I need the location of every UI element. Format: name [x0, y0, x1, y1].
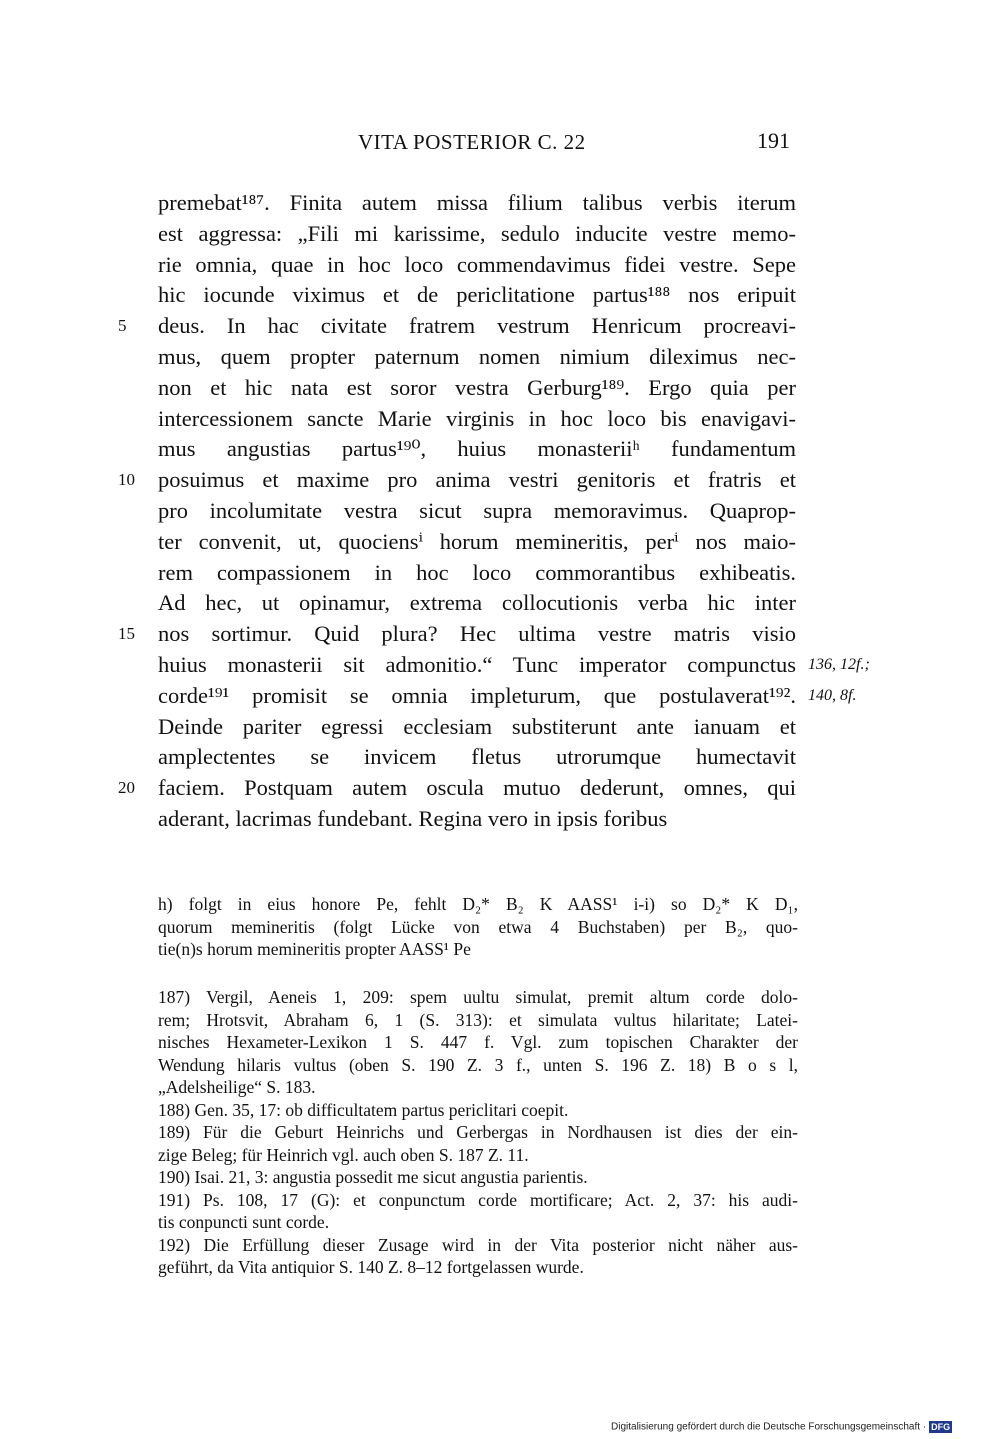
line-number: 10	[118, 470, 135, 490]
line-text: rie omnia, quae in hoc loco commendavimus fidei vestre. Sepe	[158, 251, 796, 277]
line-text: faciem. Postquam autem oscula mutuo dederunt, omnes, qui	[158, 775, 796, 801]
text-line	[158, 342, 796, 373]
running-head: VITA POSTERIOR C. 22	[358, 130, 586, 154]
line-text: nos sortimur. Quid plura? Hec ultima vestre matris visio	[158, 621, 796, 647]
text-line	[158, 219, 796, 250]
text-line	[158, 712, 796, 743]
text-line	[158, 404, 796, 435]
text-line	[158, 558, 796, 589]
line-text: deus. In hac civitate fratrem vestrum Henricum procreavi-	[158, 313, 796, 339]
line-number: 15	[118, 624, 135, 644]
line-text: est aggressa: „Fili mi karissime, sedulo inducite vestre memo-	[158, 220, 796, 246]
line-text: Deinde pariter egressi ecclesiam substiterunt ante ianuam et	[158, 713, 796, 739]
footnote-line: tis conpuncti sunt corde.	[158, 1212, 330, 1232]
line-number: 5	[118, 316, 127, 336]
text-line	[158, 527, 796, 558]
footnote-line: 187) Vergil, Aeneis 1, 209: spem uultu simulat, premit altum corde dolo-	[158, 987, 798, 1007]
line-text: Ad hec, ut opinamur, extrema collocutionis verba hic inter	[158, 590, 796, 616]
text-line	[158, 804, 796, 835]
footnote-line: 192) Die Erfüllung dieser Zusage wird in der Vita posterior nicht näher aus-	[158, 1234, 798, 1255]
text-line	[118, 619, 796, 650]
line-text: corde¹⁹¹ promisit se omnia impleturum, que postulaverat¹⁹².	[158, 682, 796, 708]
variant-note-line: tie(n)s horum memineritis propter AASS¹ Pe	[158, 939, 471, 959]
main-text	[118, 188, 870, 835]
footnote-line: zige Beleg; für Heinrich vgl. auch oben S. 187 Z. 11.	[158, 1144, 529, 1165]
text-line	[158, 280, 796, 311]
line-text: mus angustias partus¹⁹⁰, huius monasteriiʰ fundamentum	[158, 436, 796, 462]
footnotes	[158, 986, 798, 1279]
dfg-footer	[611, 1421, 952, 1433]
line-text: huius monasterii sit admonitio.“ Tunc imperator compunctus	[158, 651, 796, 677]
page-number: 191	[757, 128, 790, 153]
text-line	[158, 650, 870, 681]
footnote-line: 189) Für die Geburt Heinrichs und Gerbergas in Nordhausen ist dies der ein-	[158, 1122, 798, 1142]
text-line	[158, 188, 796, 219]
line-text: intercessionem sancte Marie virginis in hoc loco bis enavigavi-	[158, 405, 796, 431]
text-line	[158, 681, 857, 712]
margin-reference: 140, 8f.	[808, 686, 857, 704]
line-text: ter convenit, ut, quociensⁱ horum memineritis, perⁱ nos maio-	[158, 528, 796, 554]
dfg-logo-icon: DFG	[931, 1422, 951, 1432]
text-line	[158, 742, 796, 773]
line-text: posuimus et maxime pro anima vestri genitoris et fratris et	[158, 467, 796, 493]
footnote-line: 191) Ps. 108, 17 (G): et conpunctum corde mortificare; Act. 2, 37: his audi-	[158, 1189, 798, 1210]
line-text: amplectentes se invicem fletus utrorumque humectavit	[158, 744, 796, 770]
text-line	[118, 773, 796, 804]
line-text: pro incolumitate vestra sicut supra memoravimus. Quaprop-	[158, 497, 796, 523]
text-line	[158, 588, 796, 619]
footnote-line: 188) Gen. 35, 17: ob difficultatem partus periclitari coepit.	[158, 1099, 569, 1120]
line-number: 20	[118, 778, 135, 798]
variant-notes	[158, 893, 798, 961]
text-line	[158, 496, 796, 527]
margin-reference: 136, 12f.;	[808, 655, 870, 673]
line-text: mus, quem propter paternum nomen nimium dileximus nec-	[158, 343, 796, 369]
text-line	[158, 434, 796, 465]
footnote-line: geführt, da Vita antiquior S. 140 Z. 8–12 fortgelassen wurde.	[158, 1257, 584, 1277]
text-line	[118, 311, 796, 342]
variant-note-line: h) folgt in eius honore Pe, fehlt D₂* B₂ K AASS¹ i-i) so D₂* K D₁,	[158, 894, 798, 914]
dfg-credit: Digitalisierung gefördert durch die Deutsche Forschungsgemeinschaft ·	[611, 1421, 927, 1433]
text-line	[158, 250, 796, 281]
line-text: aderant, lacrimas fundebant. Regina vero in ipsis foribus	[158, 805, 668, 831]
footnote-line: rem; Hrotsvit, Abraham 6, 1 (S. 313): et simulata vultus hilaritate; Latei-	[158, 1009, 798, 1030]
footnote-line: nisches Hexameter-Lexikon 1 S. 447 f. Vgl. zum topischen Charakter der	[158, 1032, 798, 1052]
line-text: hic iocunde viximus et de periclitatione partus¹⁸⁸ nos eripuit	[158, 282, 796, 308]
line-text: rem compassionem in hoc loco commorantibus exhibeatis.	[158, 559, 796, 585]
text-line	[118, 465, 796, 496]
text-line	[158, 373, 796, 404]
variant-note-line: quorum memineritis (folgt Lücke von etwa 4 Buchstaben) per B₂, quo-	[158, 916, 798, 937]
footnote-line: Wendung hilaris vultus (oben S. 190 Z. 3 f., unten S. 196 Z. 18) B o s l,	[158, 1054, 798, 1075]
footnote-line: „Adelsheilige“ S. 183.	[158, 1077, 316, 1097]
line-text: non et hic nata est soror vestra Gerburg¹⁸⁹. Ergo quia per	[158, 374, 796, 400]
footnote-line: 190) Isai. 21, 3: angustia possedit me sicut angustia parientis.	[158, 1167, 588, 1187]
line-text: premebat¹⁸⁷. Finita autem missa filium talibus verbis iterum	[158, 190, 796, 215]
